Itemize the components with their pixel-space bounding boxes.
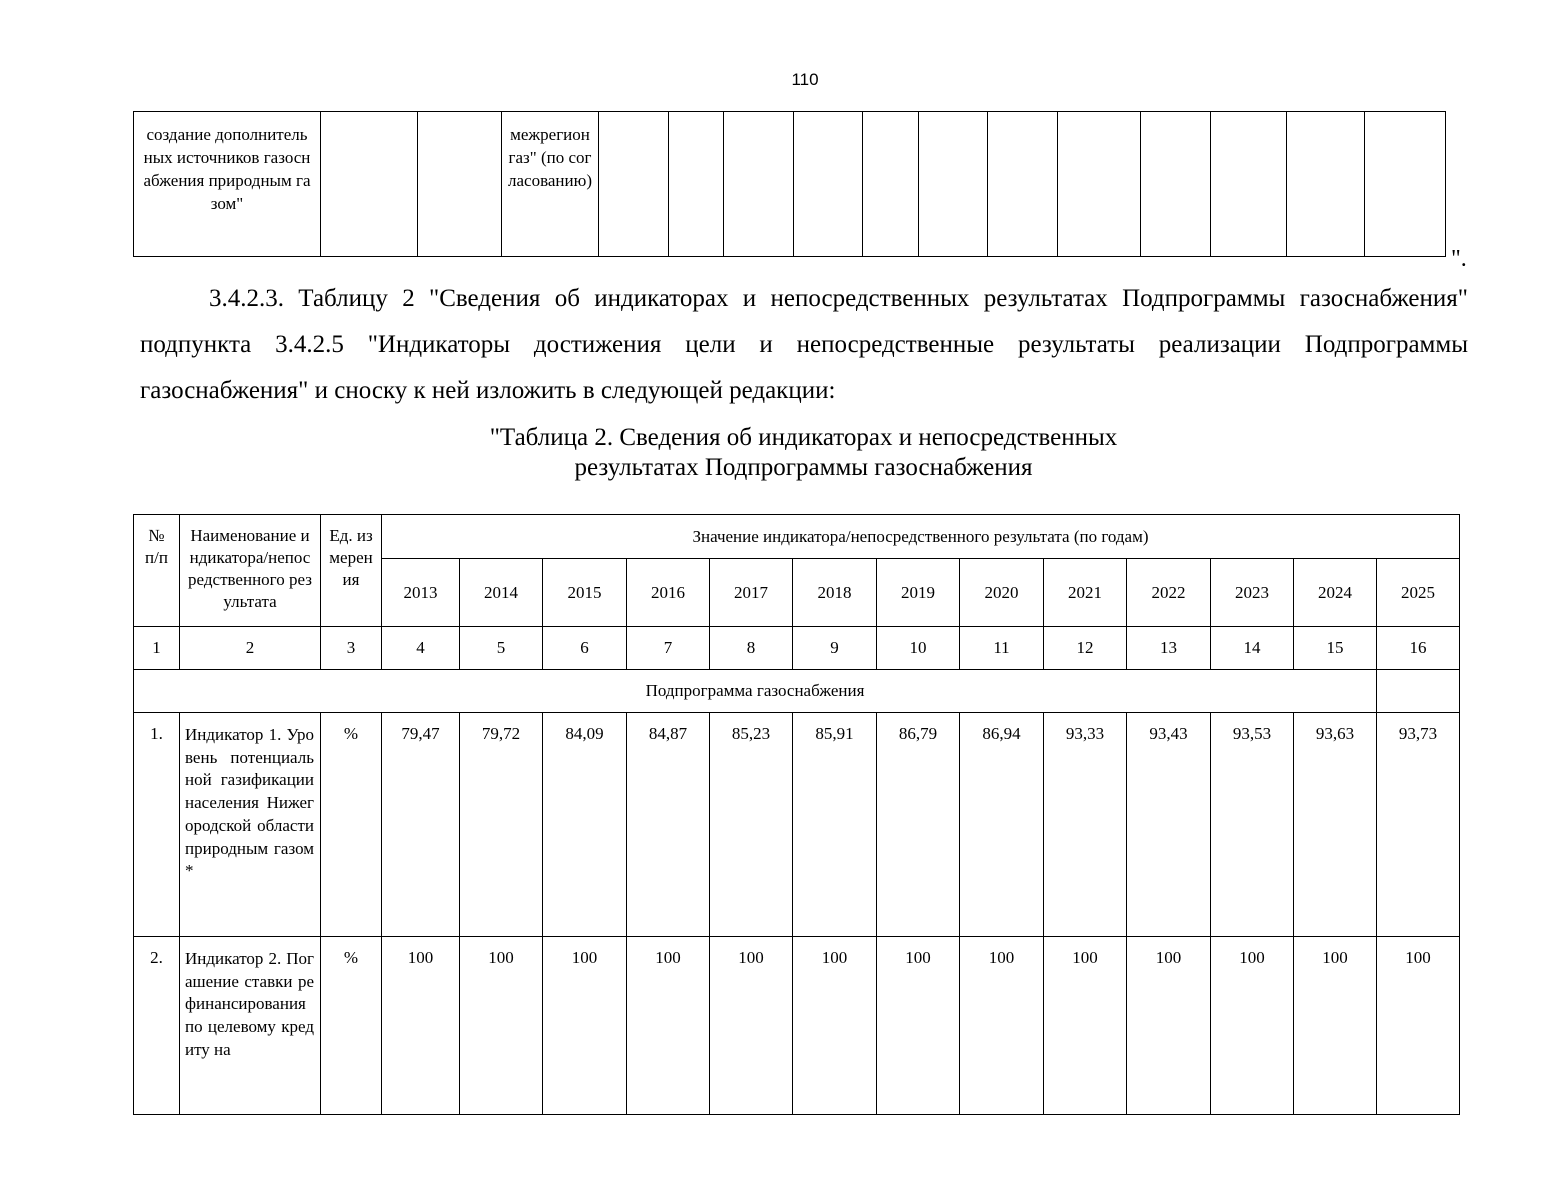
row-value: 85,23 [710, 713, 793, 937]
row-value: 100 [960, 937, 1044, 1115]
continued-cell [599, 112, 669, 257]
header-year: 2019 [877, 559, 960, 627]
row-value: 86,79 [877, 713, 960, 937]
continued-cell [1141, 112, 1211, 257]
row-value: 100 [460, 937, 543, 1115]
table-caption-line1: "Таблица 2. Сведения об индикаторах и непосредственных [489, 424, 1118, 451]
row-num: 2. [134, 937, 180, 1115]
page-number: 110 [791, 70, 819, 89]
column-number: 9 [793, 627, 877, 670]
header-year: 2021 [1044, 559, 1127, 627]
continued-cell [794, 112, 863, 257]
continued-cell [669, 112, 724, 257]
column-number: 16 [1377, 627, 1460, 670]
row-value: 100 [710, 937, 793, 1115]
row-value: 93,73 [1377, 713, 1460, 937]
row-value: 84,09 [543, 713, 627, 937]
table-row [134, 937, 1460, 1115]
closing-quote: ". [1451, 246, 1467, 272]
row-value: 100 [793, 937, 877, 1115]
row-value: 84,87 [627, 713, 710, 937]
continued-cell [321, 112, 418, 257]
row-name-text: Индикатор 1. Уровень потенциальной газификации населения Нижегородской области природным газом* [185, 725, 314, 881]
row-value: 93,33 [1044, 713, 1127, 937]
section-title: Подпрограмма газоснабжения [134, 670, 1377, 713]
header-row [134, 515, 1460, 559]
row-name-text: Индикатор 2. Погашение ставки рефинансирования по целевому кредиту на [185, 949, 314, 1059]
section-empty-cell [1377, 670, 1460, 713]
column-number: 14 [1211, 627, 1294, 670]
row-unit: % [321, 713, 382, 937]
header-year: 2016 [627, 559, 710, 627]
column-numbers-row [134, 627, 1460, 670]
section-row [134, 670, 1460, 713]
continued-cell-measure [134, 112, 321, 257]
header-name [180, 515, 321, 627]
column-number: 3 [321, 627, 382, 670]
column-number: 7 [627, 627, 710, 670]
row-value: 100 [382, 937, 460, 1115]
column-number: 2 [180, 627, 321, 670]
row-value: 100 [1044, 937, 1127, 1115]
header-num-text: № п/п [145, 526, 168, 567]
continued-measure-text: создание дополнительных источников газоснабжения природным газом" [143, 125, 311, 213]
row-value: 85,91 [793, 713, 877, 937]
column-number: 4 [382, 627, 460, 670]
column-number: 8 [710, 627, 793, 670]
row-value: 93,43 [1127, 713, 1211, 937]
row-name [180, 937, 321, 1115]
header-year: 2015 [543, 559, 627, 627]
header-year: 2014 [460, 559, 543, 627]
header-unit-text: Ед. измерения [329, 526, 373, 589]
continued-cell [1287, 112, 1365, 257]
header-year: 2020 [960, 559, 1044, 627]
column-number: 1 [134, 627, 180, 670]
header-year: 2013 [382, 559, 460, 627]
amendment-paragraph: 3.4.2.3. Таблицу 2 "Сведения об индикаторах и непосредственных результатах Подпрограммы газоснабжения" подпункта 3.4.2.5 "Индикаторы достижения цели и непосредственные результаты реализации Подпрограммы газоснабжения" и сноску к ней изложить в следующей редакции: [140, 285, 1468, 404]
row-value: 100 [627, 937, 710, 1115]
continued-cell [1365, 112, 1446, 257]
header-name-text: Наименование индикатора/непосредственного результата [188, 526, 312, 611]
row-value: 93,63 [1294, 713, 1377, 937]
table-caption [0, 423, 1553, 483]
row-value: 100 [877, 937, 960, 1115]
header-year: 2017 [710, 559, 793, 627]
row-num: 1. [134, 713, 180, 937]
column-number: 13 [1127, 627, 1211, 670]
header-values-group: Значение индикатора/непосредственного результата (по годам) [382, 515, 1460, 559]
header-year: 2023 [1211, 559, 1294, 627]
header-year: 2018 [793, 559, 877, 627]
continued-cell [988, 112, 1058, 257]
continued-cell [863, 112, 919, 257]
row-value: 100 [1127, 937, 1211, 1115]
continued-table-row [134, 112, 1446, 257]
continued-cell [1211, 112, 1287, 257]
row-value: 100 [543, 937, 627, 1115]
continued-cell [418, 112, 502, 257]
header-num [134, 515, 180, 627]
row-name [180, 713, 321, 937]
row-value: 100 [1294, 937, 1377, 1115]
row-value: 86,94 [960, 713, 1044, 937]
continued-table [133, 111, 1446, 257]
row-value: 79,72 [460, 713, 543, 937]
row-unit: % [321, 937, 382, 1115]
row-value: 93,53 [1211, 713, 1294, 937]
column-number: 6 [543, 627, 627, 670]
continued-cell-executor [502, 112, 599, 257]
column-number: 12 [1044, 627, 1127, 670]
column-number: 11 [960, 627, 1044, 670]
table-row [134, 713, 1460, 937]
table-caption-line2: результатах Подпрограммы газоснабжения [574, 454, 1033, 481]
continued-cell [1058, 112, 1141, 257]
header-year: 2024 [1294, 559, 1377, 627]
indicator-table [133, 514, 1460, 1115]
header-unit [321, 515, 382, 627]
column-number: 10 [877, 627, 960, 670]
header-year: 2022 [1127, 559, 1211, 627]
column-number: 5 [460, 627, 543, 670]
continued-executor-text: межрегионгаз" (по согласованию) [508, 125, 592, 190]
continued-cell [724, 112, 794, 257]
continued-cell [919, 112, 988, 257]
column-number: 15 [1294, 627, 1377, 670]
row-value: 100 [1211, 937, 1294, 1115]
row-value: 79,47 [382, 713, 460, 937]
row-value: 100 [1377, 937, 1460, 1115]
header-year: 2025 [1377, 559, 1460, 627]
